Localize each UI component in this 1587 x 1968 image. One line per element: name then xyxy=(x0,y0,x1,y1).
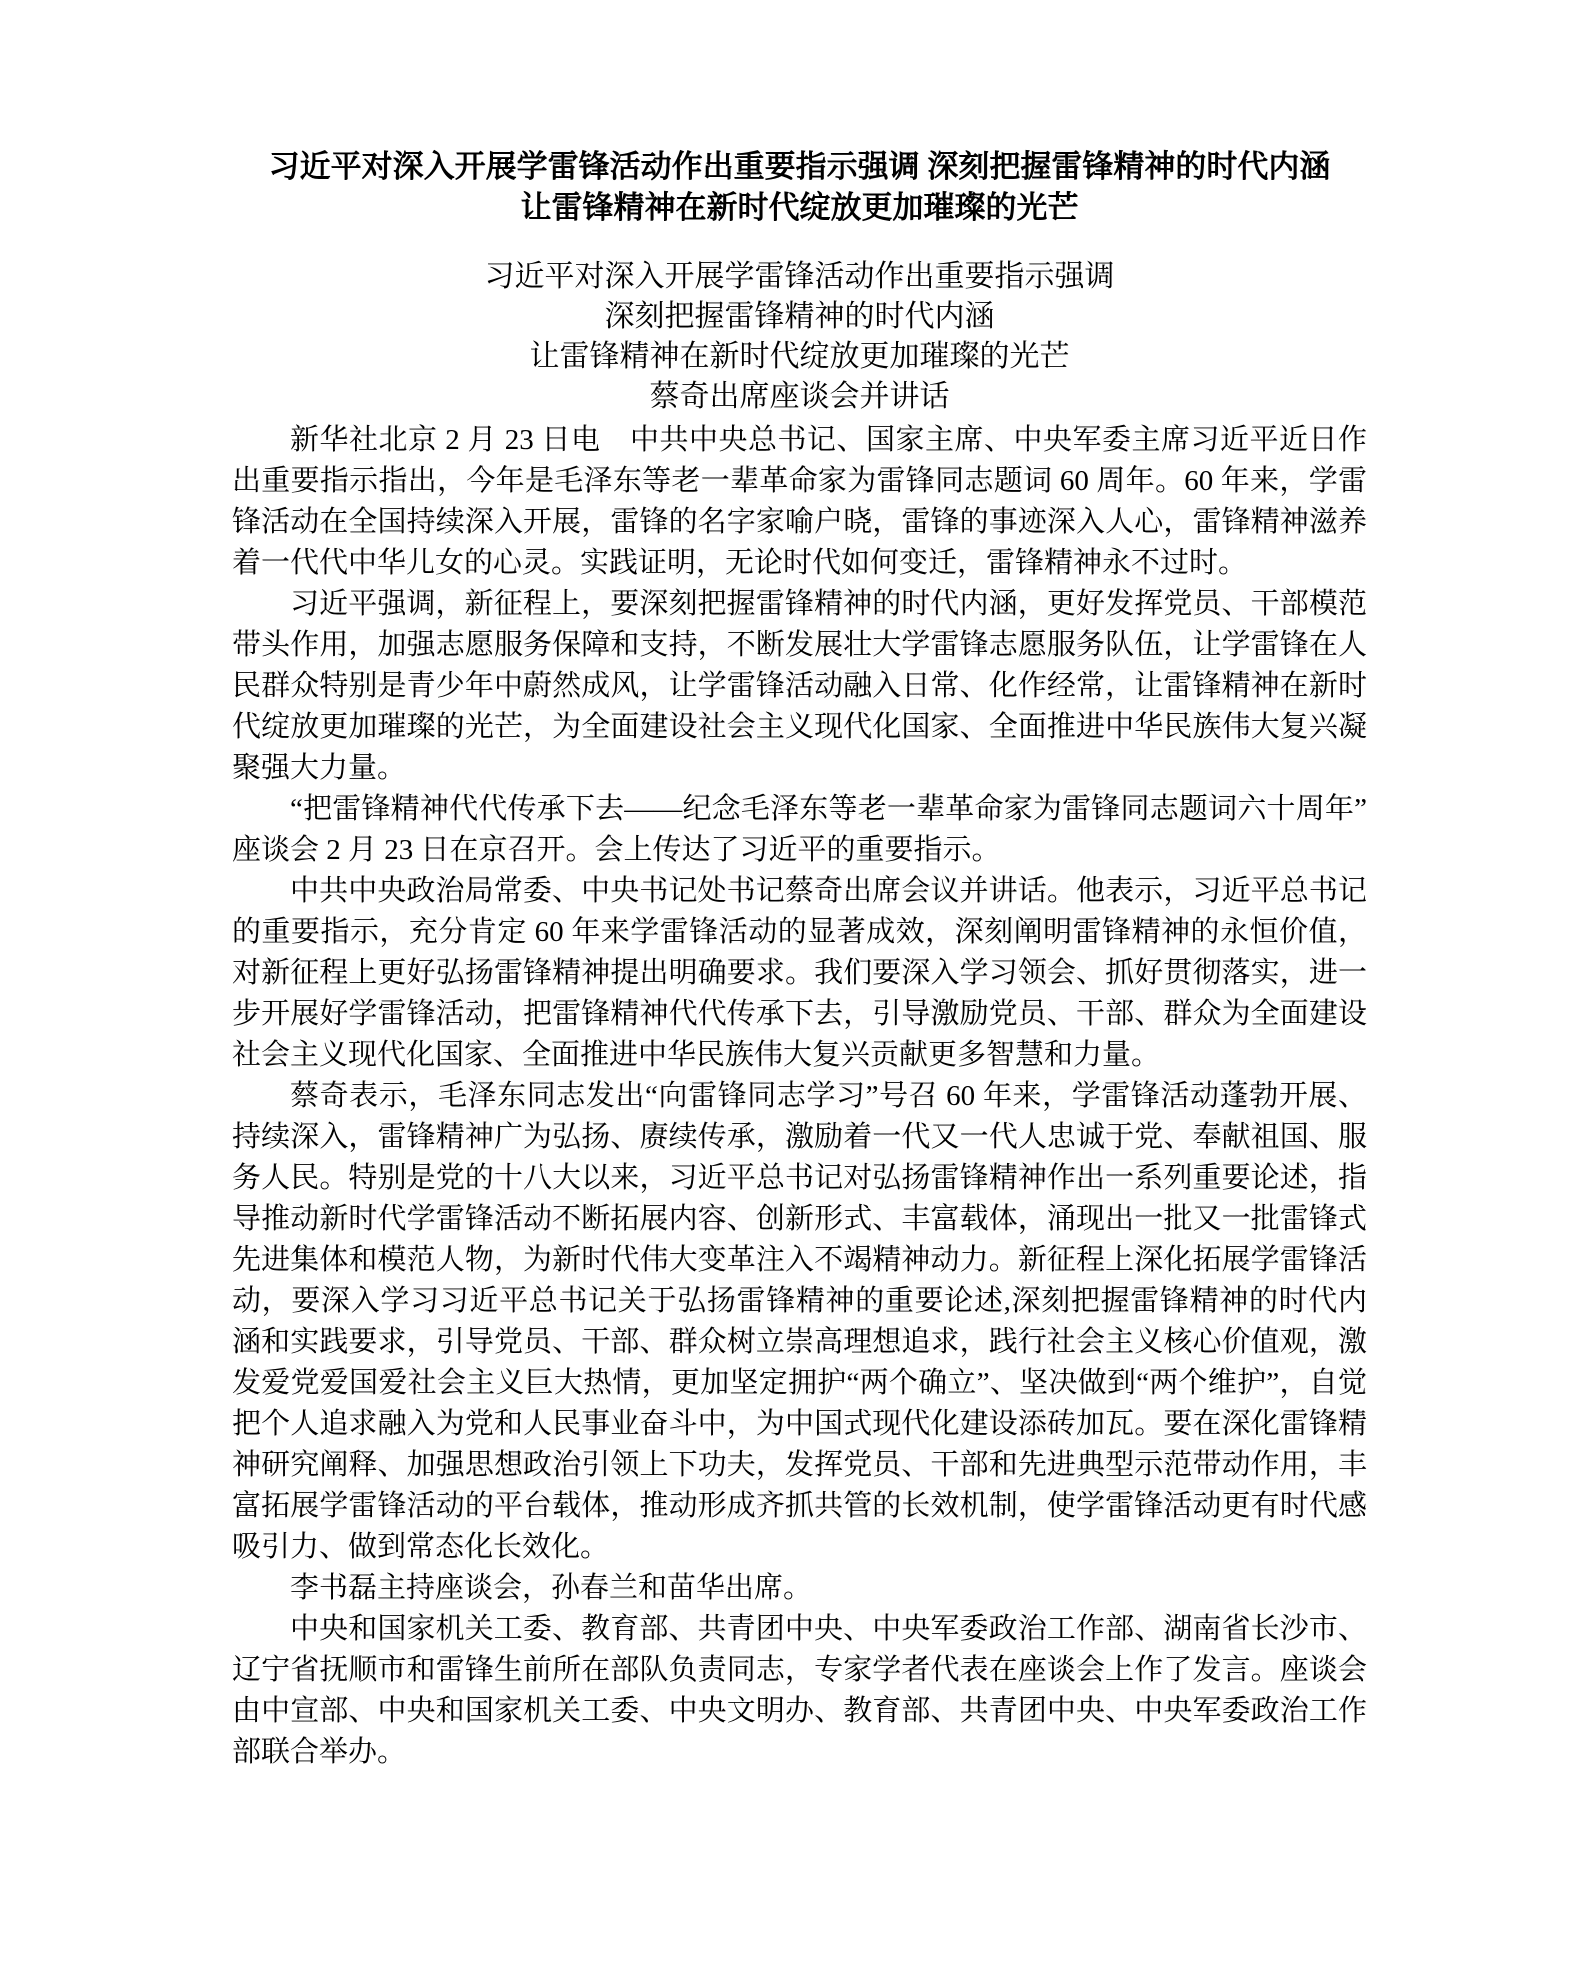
headline-line2: 深刻把握雷锋精神的时代内涵 xyxy=(604,300,995,333)
paragraph-caiqi-speech: 中共中央政治局常委、中央书记处书记蔡奇出席会议并讲话。他表示，习近平总书记的重要指示，充分肯定 60 年来学雷锋活动的显著成效，深刻阐明雷锋精神的永恒价值，对新征程上更好弘扬雷锋精神提出明确要求。我们要深入学习领会、抓好贯彻落实，进一步开展好学雷锋活动，把雷锋精神代代传承下去，引导激励党员、干部、群众为全面建设社会主义现代化国家、全面推进中华民族伟大复兴贡献更多智慧和力量。 xyxy=(232,875,1367,1071)
document-title xyxy=(232,146,1367,228)
paragraph-xi-emphasis: 习近平强调，新征程上，要深刻把握雷锋精神的时代内涵，更好发挥党员、干部模范带头作用，加强志愿服务保障和支持，不断发展壮大学雷锋志愿服务队伍，让学雷锋在人民群众特别是青少年中蔚然成风，让学雷锋活动融入日常、化作经常，让雷锋精神在新时代绽放更加璀璨的光芒，为全面建设社会主义现代化国家、全面推进中华民族伟大复兴凝聚强大力量。 xyxy=(232,588,1367,784)
paragraph-dateline-lead: 新华社北京 2 月 23 日电 中共中央总书记、国家主席、中央军委主席习近平近日作出重要指示指出，今年是毛泽东等老一辈革命家为雷锋同志题词 60 周年。60 年来，学雷锋活动在全国持续深入开展，雷锋的名字家喻户晓，雷锋的事迹深入人心，雷锋精神滋养着一代代中华儿女的心灵。实践证明，无论时代如何变迁，雷锋精神永不过时。 xyxy=(232,424,1367,579)
paragraph-host-attendees: 李书磊主持座谈会，孙春兰和苗华出席。 xyxy=(290,1572,813,1604)
headline-line3: 让雷锋精神在新时代绽放更加璀璨的光芒 xyxy=(529,340,1070,373)
headline-line1: 习近平对深入开展学雷锋活动作出重要指示强调 xyxy=(484,260,1115,293)
headline-block xyxy=(232,257,1367,417)
paragraph-organizers: 中央和国家机关工委、教育部、共青团中央、中央军委政治工作部、湖南省长沙市、辽宁省抚顺市和雷锋生前所在部队负责同志，专家学者代表在座谈会上作了发言。座谈会由中宣部、中央和国家机关工委、中央文明办、教育部、共青团中央、中央军委政治工作部联合举办。 xyxy=(232,1613,1367,1768)
paragraph-symposium-held: “把雷锋精神代代传承下去——纪念毛泽东等老一辈革命家为雷锋同志题词六十周年”座谈会 2 月 23 日在京召开。会上传达了习近平的重要指示。 xyxy=(232,793,1367,866)
document-title-line2: 让雷锋精神在新时代绽放更加璀璨的光芒 xyxy=(520,190,1079,225)
article-body xyxy=(232,420,1367,1773)
document-title-line1: 习近平对深入开展学雷锋活动作出重要指示强调 深刻把握雷锋精神的时代内涵 xyxy=(268,149,1331,184)
headline-speaker-line: 蔡奇出席座谈会并讲话 xyxy=(649,380,950,413)
paragraph-caiqi-remarks: 蔡奇表示，毛泽东同志发出“向雷锋同志学习”号召 60 年来，学雷锋活动蓬勃开展、持续深入，雷锋精神广为弘扬、赓续传承，激励着一代又一代人忠诚于党、奉献祖国、服务人民。特别是党的十八大以来，习近平总书记对弘扬雷锋精神作出一系列重要论述，指导推动新时代学雷锋活动不断拓展内容、创新形式、丰富载体，涌现出一批又一批雷锋式先进集体和模范人物，为新时代伟大变革注入不竭精神动力。新征程上深化拓展学雷锋活动，要深入学习习近平总书记关于弘扬雷锋精神的重要论述,深刻把握雷锋精神的时代内涵和实践要求，引导党员、干部、群众树立崇高理想追求，践行社会主义核心价值观，激发爱党爱国爱社会主义巨大热情，更加坚定拥护“两个确立”、坚决做到“两个维护”，自觉把个人追求融入为党和人民事业奋斗中，为中国式现代化建设添砖加瓦。要在深化雷锋精神研究阐释、加强思想政治引领上下功夫，发挥党员、干部和先进典型示范带动作用，丰富拓展学雷锋活动的平台载体，推动形成齐抓共管的长效机制，使学雷锋活动更有时代感吸引力、做到常态化长效化。 xyxy=(232,1080,1367,1563)
